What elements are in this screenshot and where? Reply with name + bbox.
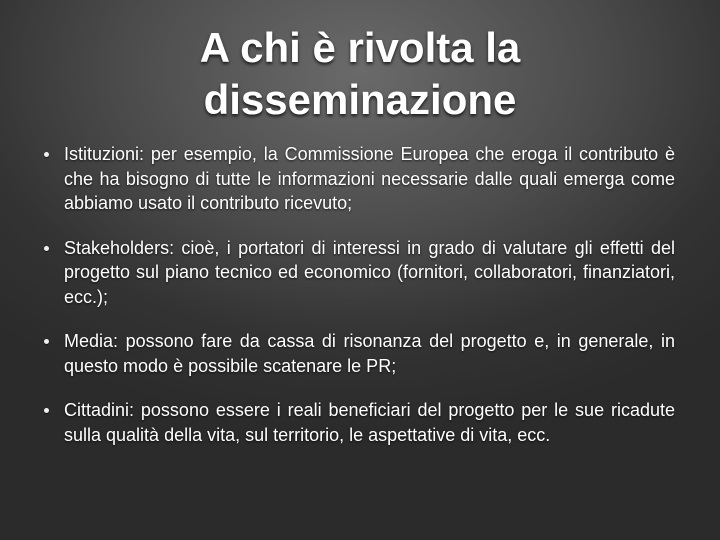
bullet-item-istituzioni xyxy=(40,142,675,216)
bullet-list xyxy=(40,142,675,467)
slide-title: A chi è rivolta la disseminazione xyxy=(199,24,521,123)
bullet-text: Stakeholders: cioè, i portatori di interessi in grado di valutare gli effetti del progetto sul piano tecnico ed economico (fornitori, collaboratori, finanziatori, ecc.); xyxy=(64,237,675,307)
bullet-text: Istituzioni: per esempio, la Commissione Europea che eroga il contributo è che ha bisogno di tutte le informazioni necessarie dalle quali emerga come abbiamo usato il contributo ricevuto; xyxy=(64,144,675,213)
bullet-text: Cittadini: possono essere i reali beneficiari del progetto per le sue ricadute sulla qualità della vita, sul territorio, le aspettative di vita, ecc. xyxy=(64,400,675,445)
bullet-dot-icon xyxy=(44,408,49,413)
bullet-text: Media: possono fare da cassa di risonanza del progetto e, in generale, in questo modo è possibile scatenare le PR; xyxy=(64,331,675,376)
bullet-dot-icon xyxy=(44,246,49,251)
bullet-dot-icon xyxy=(44,339,49,344)
bullet-item-media xyxy=(40,329,675,378)
bullet-item-cittadini xyxy=(40,398,675,447)
bullet-dot-icon xyxy=(44,152,49,157)
bullet-item-stakeholders xyxy=(40,236,675,310)
